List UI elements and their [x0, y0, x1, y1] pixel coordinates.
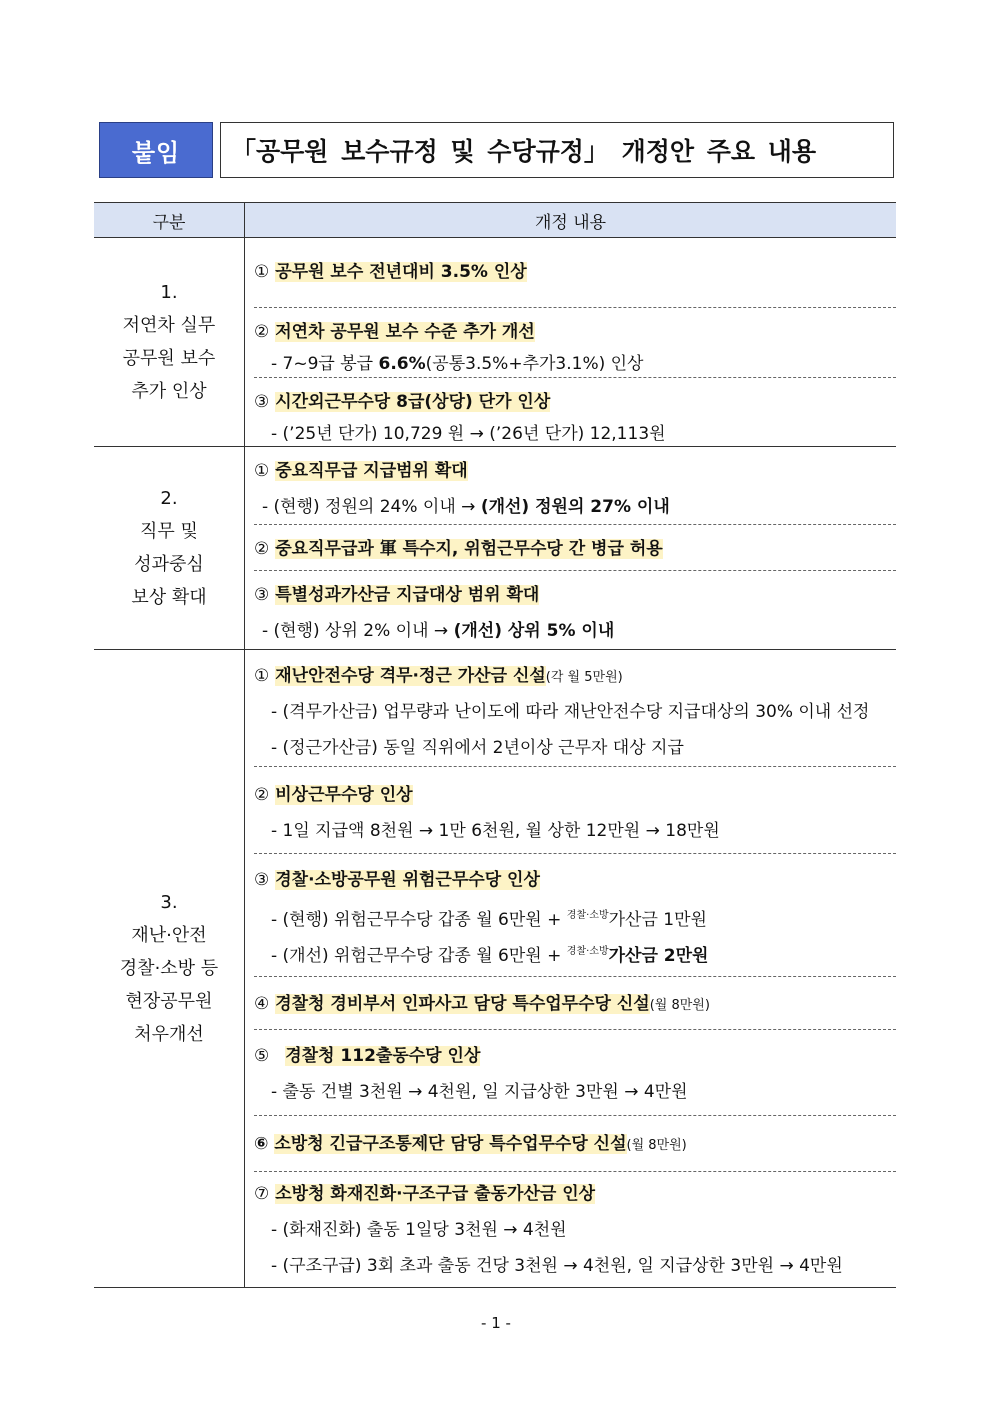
sub-text: - 출동 건별 3천원 → 4천원, 일 지급상한 3만원 → 4만원: [271, 1082, 688, 1102]
category-line: 공무원 보수: [122, 348, 216, 369]
item-number: ②: [254, 322, 270, 342]
item-title: 저연차 공무원 보수 수준 추가 개선: [275, 322, 535, 342]
table-row: [94, 447, 896, 650]
item-number: ②: [254, 539, 270, 559]
item-number: ①: [254, 461, 270, 481]
sub-text: - 1일 지급액 8천원 → 1만 6천원, 월 상한 12만원 → 18만원: [271, 821, 720, 841]
item-title: 경찰청 경비부서 인파사고 담당 특수업무수당 신설: [275, 994, 650, 1014]
category-line: 보상 확대: [131, 587, 207, 608]
item-number: ④: [254, 994, 270, 1014]
item-number: ①: [254, 666, 270, 686]
list-item: [254, 767, 896, 854]
category-line: 추가 인상: [131, 381, 207, 402]
category-line: 성과중심: [134, 554, 204, 575]
list-item: [254, 1116, 896, 1172]
item-title: 공무원 보수 전년대비 3.5% 인상: [275, 262, 527, 282]
column-header-category: 구분: [94, 203, 245, 238]
category-cell: [94, 447, 245, 650]
sub-text: - (’25년 단가) 10,729 원 → (’26년 단가) 12,113원: [271, 424, 666, 444]
category-line: 2.: [160, 488, 178, 509]
category-line: 1.: [160, 282, 178, 303]
item-number: ⑤: [254, 1046, 270, 1066]
list-item: [254, 977, 896, 1030]
list-item: [254, 378, 896, 446]
item-number: ⑦: [254, 1184, 270, 1204]
sub-text: - (격무가산금) 업무량과 난이도에 따라 재난안전수당 지급대상의 30% 이내 선정: [271, 702, 870, 722]
list-item: [254, 308, 896, 378]
item-title: 경찰·소방공무원 위험근무수당 인상: [275, 870, 540, 890]
item-number: ①: [254, 262, 270, 282]
sub-text: - (개선) 위험근무수당 갑종 월 6만원 +: [271, 946, 567, 966]
category-cell: [94, 238, 245, 447]
category-line: 경찰·소방 등: [119, 958, 219, 979]
page-number: - 1 -: [481, 1314, 511, 1332]
item-number: ②: [254, 785, 270, 805]
sub-text: - 7~9급 봉급: [271, 354, 379, 374]
sub-text: - (구조구급) 3회 초과 출동 건당 3천원 → 4천원, 일 지급상한 3만원 → 4만원: [271, 1256, 843, 1276]
sub-text: - (현행) 상위 2% 이내 →: [262, 621, 454, 641]
item-title: 소방청 긴급구조통제단 담당 특수업무수당 신설: [274, 1134, 627, 1154]
sub-text: 가산금 1만원: [608, 910, 707, 930]
item-note: (월 8만원): [649, 998, 710, 1013]
item-title: 중요직무급과 軍 특수지, 위험근무수당 간 병급 허용: [275, 539, 663, 559]
item-title: 시간외근무수당 8급(상당) 단가 인상: [275, 392, 551, 412]
list-item: [254, 1172, 896, 1287]
item-number: ③: [254, 392, 270, 412]
category-cell: [94, 650, 245, 1288]
category-line: 직무 및: [140, 521, 198, 542]
item-note: (월 8만원): [626, 1138, 687, 1153]
sub-text: - (현행) 위험근무수당 갑종 월 6만원 +: [271, 910, 567, 930]
sub-bold: 6.6%: [378, 354, 426, 374]
document-title: 「공무원 보수규정 및 수당규정」 개정안 주요 내용: [220, 122, 894, 178]
list-item: [254, 447, 896, 525]
sub-superscript: 경찰·소방: [566, 946, 609, 957]
list-item: [254, 238, 896, 308]
item-title: 소방청 화재진화·구조구급 출동가산금 인상: [275, 1184, 596, 1204]
list-item: [254, 525, 896, 571]
column-header-content: 개정 내용: [245, 203, 897, 238]
list-item: [254, 571, 896, 649]
sub-text: - (화재진화) 출동 1일당 3천원 → 4천원: [271, 1220, 567, 1240]
sub-bold: 가산금 2만원: [608, 946, 709, 966]
item-note: (각 월 5만원): [545, 670, 623, 685]
content-cell: [245, 447, 897, 650]
item-title: 중요직무급 지급범위 확대: [275, 461, 468, 481]
item-title: 비상근무수당 인상: [275, 785, 413, 805]
list-item: [254, 854, 896, 977]
revision-table: [94, 202, 896, 1288]
item-title: 경찰청 112출동수당 인상: [285, 1046, 481, 1066]
sub-superscript: 경찰·소방: [566, 910, 609, 921]
content-cell: [245, 238, 897, 447]
sub-bold: (개선) 상위 5% 이내: [453, 621, 615, 641]
table-row: [94, 650, 896, 1288]
content-cell: [245, 650, 897, 1288]
item-title: 재난안전수당 격무·정근 가산금 신설: [275, 666, 546, 686]
sub-text: - (현행) 정원의 24% 이내 →: [262, 497, 481, 517]
attachment-badge: 붙임: [99, 122, 213, 178]
item-number: ③: [254, 585, 270, 605]
table-row: [94, 238, 896, 447]
sub-text: - (정근가산금) 동일 직위에서 2년이상 근무자 대상 지급: [271, 738, 684, 758]
sub-text: (공통3.5%+추가3.1%) 인상: [425, 354, 644, 374]
list-item: [254, 650, 896, 767]
list-item: [254, 1030, 896, 1116]
document-header: [99, 122, 894, 178]
item-title: 특별성과가산금 지급대상 범위 확대: [275, 585, 540, 605]
category-line: 재난·안전: [131, 925, 207, 946]
category-line: 현장공무원: [125, 991, 213, 1012]
category-line: 처우개선: [134, 1024, 204, 1045]
category-line: 저연차 실무: [122, 315, 216, 336]
sub-bold: (개선) 정원의 27% 이내: [480, 497, 670, 517]
category-line: 3.: [160, 892, 178, 913]
table-header-row: [94, 203, 896, 238]
item-number: ③: [254, 870, 270, 890]
item-number: ⑥: [254, 1134, 269, 1154]
